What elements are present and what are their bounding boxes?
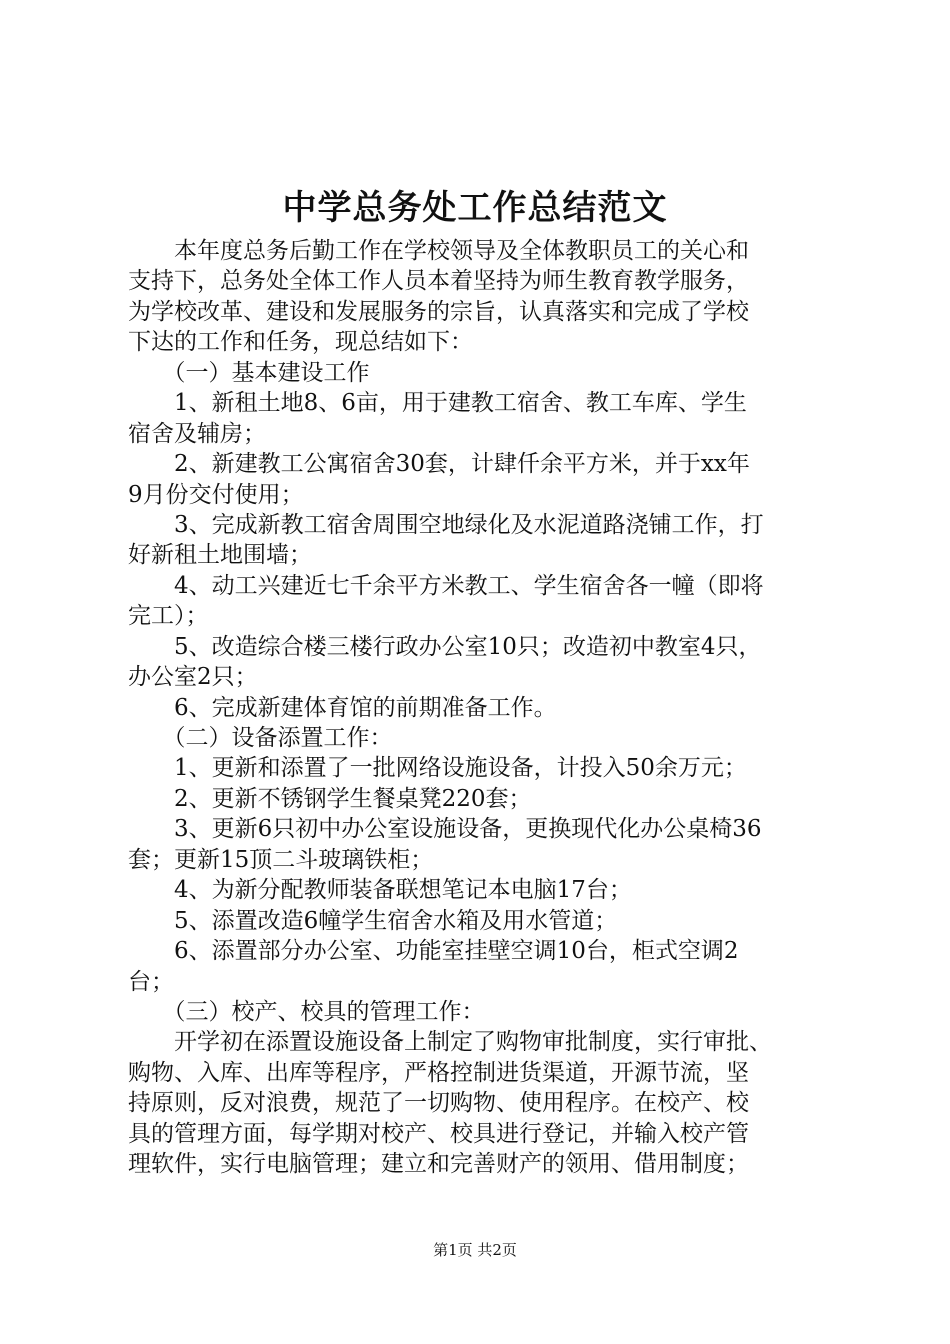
text-line: 6、完成新建体育馆的前期准备工作。 (128, 694, 557, 721)
text-line: 购物、入库、出库等程序，严格控制进货渠道，开源节流，坚 (128, 1059, 749, 1086)
text-line: 2、更新不锈钢学生餐桌凳220套； (128, 785, 532, 812)
text-line: 为学校改革、建设和发展服务的宗旨，认真落实和完成了学校 (128, 298, 749, 325)
text-line: 完工）； (128, 603, 209, 630)
text-line: 下达的工作和任务，现总结如下： (128, 329, 473, 356)
document-title: 中学总务处工作总结范文 (282, 188, 668, 228)
page-footer: 第1页 共2页 (433, 1241, 517, 1259)
text-line: （二）设备添置工作： (128, 725, 393, 751)
text-line: 5、改造综合楼三楼行政办公室10只；改造初中教室4只， (128, 633, 762, 660)
text-line: 本年度总务后勤工作在学校领导及全体教职员工的关心和 (128, 238, 749, 264)
text-line: 3、更新6只初中办公室设施设备，更换现代化办公桌椅36 (128, 816, 762, 843)
text-line: 办公室2只； (128, 664, 258, 691)
text-line: 好新租土地围墙； (128, 542, 312, 569)
text-line: 2、新建教工公寓宿舍30套，计肆仟余平方米，并于xx年 (128, 451, 750, 478)
text-line: 1、新租土地8、6亩，用于建教工宿舍、教工车库、学生 (128, 390, 747, 417)
text-line: 具的管理方面，每学期对校产、校具进行登记，并输入校产管 (128, 1120, 749, 1147)
text-line: 台； (128, 968, 174, 995)
text-line: 持原则，反对浪费，规范了一切购物、使用程序。在校产、校 (128, 1090, 749, 1117)
text-line: 支持下，总务处全体工作人员本着坚持为师生教育教学服务， (128, 268, 749, 295)
text-line: 套；更新15顶二斗玻璃铁柜； (128, 846, 434, 873)
text-line: 3、完成新教工宿舍周围空地绿化及水泥道路浇铺工作，打 (128, 511, 764, 538)
text-line: 4、为新分配教师装备联想笔记本电脑17台； (128, 877, 632, 904)
text-line: 1、更新和添置了一批网络设施设备，计投入50余万元； (128, 755, 747, 782)
text-line: （三）校产、校具的管理工作： (128, 998, 485, 1025)
text-line: 6、添置部分办公室、功能室挂壁空调10台，柜式空调2 (128, 938, 739, 965)
text-line: （一）基本建设工作 (128, 359, 370, 386)
text-line: 5、添置改造6幢学生宿舍水箱及用水管道； (128, 907, 618, 934)
text-line: 9月份交付使用； (128, 481, 304, 508)
text-line: 理软件，实行电脑管理；建立和完善财产的领用、借用制度； (128, 1151, 749, 1178)
text-line: 4、动工兴建近七千余平方米教工、学生宿舍各一幢（即将 (128, 572, 764, 599)
document-body (128, 236, 838, 1180)
text-line: 开学初在添置设施设备上制定了购物审批制度，实行审批、 (128, 1029, 772, 1056)
text-line: 宿舍及辅房； (128, 420, 266, 447)
